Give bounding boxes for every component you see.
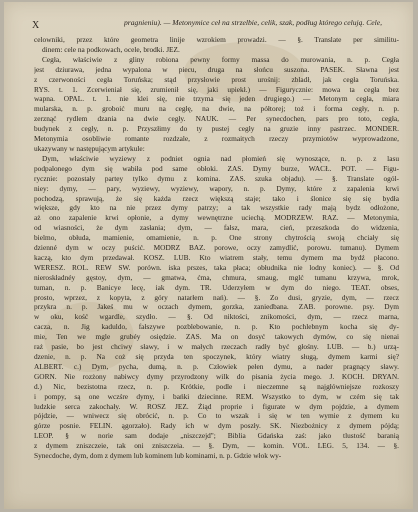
text-line: z czerwoności cegła Toruńska; stąd przysłowie prost urośnij: zbladł, jak cegła Toruńska. (34, 74, 399, 84)
text-line: z dymem zniszczeie, tak oni zniszczeia. — §. Dym, — komin. VOL. LEG. 5, 134. — §. (34, 441, 399, 451)
text-line: pójdzie, — wniwecz się obrócić, n. p. Co to wszak i się w ten wymie z dymem ku (34, 411, 399, 421)
text-line: górze posnie. FELIN. ągorzało). Rady ich w dym poszły. SK. Niezbożnicy z dymem pójdą; (34, 421, 399, 431)
text-line: aż ono zapalenie krwi opłonie, a dymy wewnętrzne uciechą. MODRZEW. RAZ. — Metonymia, (34, 213, 399, 223)
text-line: dzenie, n. p. Na coż się przyda ten spoczynek, który wiatry sługą, dymem karmi się? (34, 352, 399, 361)
text-line: niey: dymy, — pary, wyziewy, wyziewy, wapory, n. p. Dymy, które z zapalenia krwi (34, 183, 399, 193)
text-line: bielmo, obłuda, mamienie, omamienie, n. p. One strony chytrością swoją chciały się (34, 233, 399, 243)
text-line: Cegła, właściwie z gliny robiona pewny formy massa do murowania, n. p. Cegła (42, 54, 399, 64)
text-line: większe, gdy kto na nie przez dymy patrzy; a tak wszystkie rady mają bydz odłożone, (34, 203, 399, 213)
running-header-line: pragnieniu). — Metonymice ceł na strzelbie, celik, szak, podług którego celują. Cele, (124, 18, 383, 27)
text-line: od wiasności, że dym zasłania; dym, — fałsz, mara, cień, przeszkoda do widzenia, (34, 223, 399, 233)
text-line: wapna. OPAL. t. 1. nie klei się, nie trzyma się jeden drugiego.) — Metonym cegła, miara (34, 94, 399, 104)
text-line: ALBERT. c.) Dym, pycha, dumą, n. p. Człowiek pełen dymu, a nader pragnący sławy. (34, 361, 399, 371)
text-line: zerznąć rydlem dzania na dwie cegły. NAUK. — Per synecdochen, pars pro toto, cegła, (34, 114, 399, 124)
text-line: jest dziurawa, jedna wypalona w piecu, druga na słońcu suszona. PASEK. Sławna jest (34, 64, 399, 74)
text-line: ludzkie serca zakochały. W. ROSZ JEZ. Żiąd proprie i figurate w dym pojdzie, a dymem (34, 401, 399, 411)
text-line: GORN. Nie rozżony nabiwcy dymy przyrodzony wilk do pisania życia mego. J. KOCH. DRYAN. (34, 371, 399, 381)
text-line: Synecdoche, dym, dom z dymem lub kominem lub kominami, n. p. Gdzie włok wy- (34, 451, 282, 461)
text-line: d.) Nic, bezistotna rzecz, n. p. Krótkie, podle i nieczemne są najgłówniejsze rozkoszy (34, 381, 399, 391)
text-line: mie, Ten we mgle grubéy osiędzie. ZAS. Ma on dosyć takowych dymów, co się nienai (34, 332, 399, 342)
text-line: w oku, kość wgardle, szydło. — §. Od niktości, znikomości, dym, — rzecz marna, (34, 312, 399, 322)
dictionary-text-body (34, 35, 399, 505)
text-line: rycznie: pozostały partey tylko dymu z komina. ZAS. szuka objadu). — §. Translate ogól- (34, 173, 399, 183)
text-line: nieroskładnéy gęstoy, dym, — gmatwa, ćma, chmura, smaug, mglć tumanu krzywa, mrok, (34, 272, 399, 282)
text-line: celowniki, przez które geometra linije wzrokiem prowadzi. — §. Translate per similitu- (34, 35, 399, 44)
text-line: prosto, wprzez, z kopyta, z góry natarłem nań). — §. Zo dusi, gryzie, dym, — rzecz (34, 292, 399, 302)
text-line: Metonymia osobliwie romante rozdzale, z rozmaitych rzeczy przymiotów wyprowadzone, (34, 134, 399, 144)
text-line: budynek z cegły, n. p. Przyszłimy do ty pustej cegły na gruzie inny pastrzec. MONDER. (34, 124, 399, 134)
text-line: RYS. t. 1. Zcerwieniał się, zrumienił się, jaki upiekł.) — Figurycznie: mowa ta cegła bez (34, 84, 399, 94)
text-line: podpalonego dym się wabiła pod same obłoki. ZAS. Dymy burze, WACŁ. POT. — Figu- (34, 163, 399, 173)
text-line: raż pasie, bo jest chciwy sławy, i w małych rzeczach radły być głośny. LUB. — b.) urzą- (34, 342, 399, 352)
text-line: kaczą, kto dym przedawał. KOSZ. LUB. Kto wiatrem stały, temu dymem ma bydź płacono. (34, 252, 399, 262)
text-line: WERESZ. ROL. REW SW. porówn. iska prszes, taka płaca; obłudnika nie lodny koniec). — §. Od (34, 262, 399, 272)
text-line: i pompy, są one wczśre dymy, i bańki dziecinne. REM. Wszystko to dym, w czém się tak (34, 391, 399, 401)
page-number: X (32, 20, 40, 31)
text-line: mularska, n. p. groboić muru na cegłę, na dwie, na półtorej; toż i forma cegły, n. p. (34, 104, 399, 114)
text-line: LEOP. § w norie sam dodaje „niszczejd"; Biblia Gdańska zaś: jako tlustość baranią (34, 431, 399, 441)
text-line: Dym, właściwie wyziewy z podniet ognia nad płomień się wynoszące, n. p. z lasu (42, 153, 399, 163)
text-line: cacza, n. Jig kaduldo, fałszywe pozblebowanie, n. p. Kto pochlebnym kocha się dy- (34, 322, 399, 332)
text-line: dzienné dym w oczy puścić. MODRZ BAZ. porowe, oczy zamydlić, porowu. tumanu). Dymem (34, 243, 399, 253)
text-line: pochodzą, sprawują, że się każda rzecz większą staje; tako i ślonice się się bydła (34, 193, 399, 203)
text-line: przykra n. p. Jakeś mu w oczach dymem, gorzka, zaniedbana. ZAB. porowne. psy. Dym (34, 302, 399, 312)
text-line: tuman, n. p. Banicye lecę, iak dym. TR. Uderzyłem w dym do niego. TEAT. obses, (34, 282, 399, 292)
text-line: ukazywany w następującym artykule: (34, 143, 145, 153)
book-page (4, 2, 413, 509)
text-line: dinem: cele na podkowach, ocele, brodki. JEZ. (42, 44, 180, 54)
